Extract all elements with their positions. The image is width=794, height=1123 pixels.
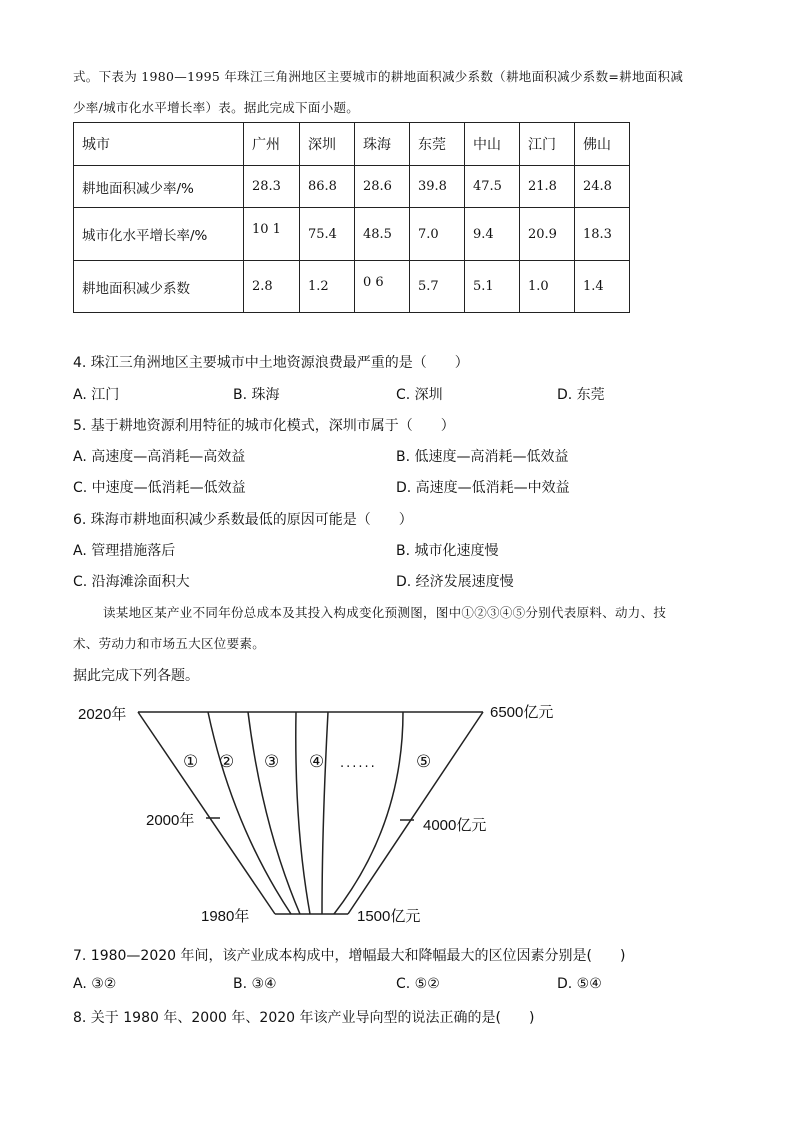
table-header-cell: 江门 bbox=[520, 123, 575, 166]
table-cell: 1.4 bbox=[575, 261, 630, 313]
instruction-text: 据此完成下列各题。 bbox=[73, 668, 199, 684]
divider-line-4 bbox=[322, 712, 328, 914]
question-5-stem: 5. 基于耕地资源利用特征的城市化模式，深圳市属于（ ） bbox=[73, 418, 455, 434]
q6-option-a[interactable]: A. 管理措施落后 bbox=[73, 543, 176, 559]
question-4-stem: 4. 珠江三角洲地区主要城市中土地资源浪费最严重的是（ ） bbox=[73, 355, 469, 371]
label-year-2020: 2020年 bbox=[78, 706, 127, 723]
question-7-stem: 7. 1980—2020 年间，该产业成本构成中，增幅最大和降幅最大的区位因素分别是( ) bbox=[73, 948, 626, 964]
q7-option-c[interactable]: C. ⑤② bbox=[396, 976, 440, 992]
q7-option-b[interactable]: B. ③④ bbox=[233, 976, 277, 992]
right-edge-line bbox=[348, 712, 483, 914]
table-header-cell: 深圳 bbox=[300, 123, 355, 166]
divider-line-2 bbox=[248, 712, 300, 914]
q5-option-b[interactable]: B. 低速度—高消耗—低效益 bbox=[396, 449, 569, 465]
q6-option-b[interactable]: B. 城市化速度慢 bbox=[396, 543, 499, 559]
table-header-cell: 珠海 bbox=[355, 123, 410, 166]
question-8-stem: 8. 关于 1980 年、2000 年、2020 年该产业导向型的说法正确的是( ) bbox=[73, 1010, 535, 1026]
question-6-stem: 6. 珠海市耕地面积减少系数最低的原因可能是（ ） bbox=[73, 512, 413, 528]
table-header-cell: 城市 bbox=[74, 123, 244, 166]
table-cell: 7.0 bbox=[410, 208, 465, 261]
table-header-cell: 广州 bbox=[244, 123, 300, 166]
region-label-3: ③ bbox=[264, 752, 280, 772]
label-year-2000: 2000年 bbox=[146, 812, 195, 829]
q4-option-c[interactable]: C. 深圳 bbox=[396, 387, 443, 403]
row-label: 耕地面积减少系数 bbox=[74, 261, 244, 313]
q5-option-a[interactable]: A. 高速度—高消耗—高效益 bbox=[73, 449, 246, 465]
region-label-5: ⑤ bbox=[416, 752, 432, 772]
table-cell: 21.8 bbox=[520, 166, 575, 208]
table-cell: 10 1 bbox=[244, 208, 300, 261]
table-header-cell: 东莞 bbox=[410, 123, 465, 166]
q4-option-d[interactable]: D. 东莞 bbox=[557, 387, 605, 403]
region-label-2: ② bbox=[219, 752, 235, 772]
table-cell: 2.8 bbox=[244, 261, 300, 313]
table-cell: 24.8 bbox=[575, 166, 630, 208]
table-cell: 86.8 bbox=[300, 166, 355, 208]
region-label-4: ④ bbox=[309, 752, 325, 772]
table-cell: 39.8 bbox=[410, 166, 465, 208]
table-header-row bbox=[74, 123, 630, 166]
region-ellipsis: ...... bbox=[340, 756, 377, 771]
table-cell: 47.5 bbox=[465, 166, 520, 208]
table-cell: 18.3 bbox=[575, 208, 630, 261]
intro-line-2: 少率/城市化水平增长率）表。据此完成下面小题。 bbox=[73, 100, 360, 115]
row-label: 耕地面积减少率/% bbox=[74, 166, 244, 208]
label-value-4000: 4000亿元 bbox=[423, 817, 487, 834]
region-label-1: ① bbox=[183, 752, 199, 772]
table-cell: 5.7 bbox=[410, 261, 465, 313]
divider-line-3 bbox=[296, 712, 310, 914]
q5-option-d[interactable]: D. 高速度—低消耗—中效益 bbox=[396, 480, 570, 496]
figure-intro-line-2: 术、劳动力和市场五大区位要素。 bbox=[73, 636, 266, 651]
table-cell: 28.6 bbox=[355, 166, 410, 208]
divider-line-1 bbox=[208, 712, 291, 914]
table-cell: 75.4 bbox=[300, 208, 355, 261]
q6-option-d[interactable]: D. 经济发展速度慢 bbox=[396, 574, 514, 590]
q7-option-a[interactable]: A. ③② bbox=[73, 976, 117, 992]
q4-option-b[interactable]: B. 珠海 bbox=[233, 387, 280, 403]
label-year-1980: 1980年 bbox=[201, 908, 250, 925]
table-cell: 20.9 bbox=[520, 208, 575, 261]
q7-option-d[interactable]: D. ⑤④ bbox=[557, 976, 602, 992]
q6-option-c[interactable]: C. 沿海滩涂面积大 bbox=[73, 574, 190, 590]
intro-line-1: 式。下表为 1980—1995 年珠江三角洲地区主要城市的耕地面积减少系数（耕地面积减少系数=耕地面积减 bbox=[73, 69, 684, 84]
table-header-cell: 佛山 bbox=[575, 123, 630, 166]
q5-option-c[interactable]: C. 中速度—低消耗—低效益 bbox=[73, 480, 246, 496]
q4-option-a[interactable]: A. 江门 bbox=[73, 387, 120, 403]
table-row bbox=[74, 261, 630, 313]
table-cell: 0 6 bbox=[355, 261, 410, 313]
row-label: 城市化水平增长率/% bbox=[74, 208, 244, 261]
cropland-table bbox=[73, 122, 630, 313]
table-cell: 48.5 bbox=[355, 208, 410, 261]
label-value-1500: 1500亿元 bbox=[357, 908, 421, 925]
table-cell: 5.1 bbox=[465, 261, 520, 313]
cost-composition-figure bbox=[70, 695, 554, 930]
table-cell: 1.2 bbox=[300, 261, 355, 313]
table-row bbox=[74, 208, 630, 261]
table-cell: 28.3 bbox=[244, 166, 300, 208]
table-cell: 1.0 bbox=[520, 261, 575, 313]
label-value-6500: 6500亿元 bbox=[490, 704, 554, 721]
figure-intro-line-1: 读某地区某产业不同年份总成本及其投入构成变化预测图，图中①②③④⑤分别代表原料、动力、技 bbox=[103, 605, 667, 620]
table-row bbox=[74, 166, 630, 208]
table-header-cell: 中山 bbox=[465, 123, 520, 166]
table-cell: 9.4 bbox=[465, 208, 520, 261]
